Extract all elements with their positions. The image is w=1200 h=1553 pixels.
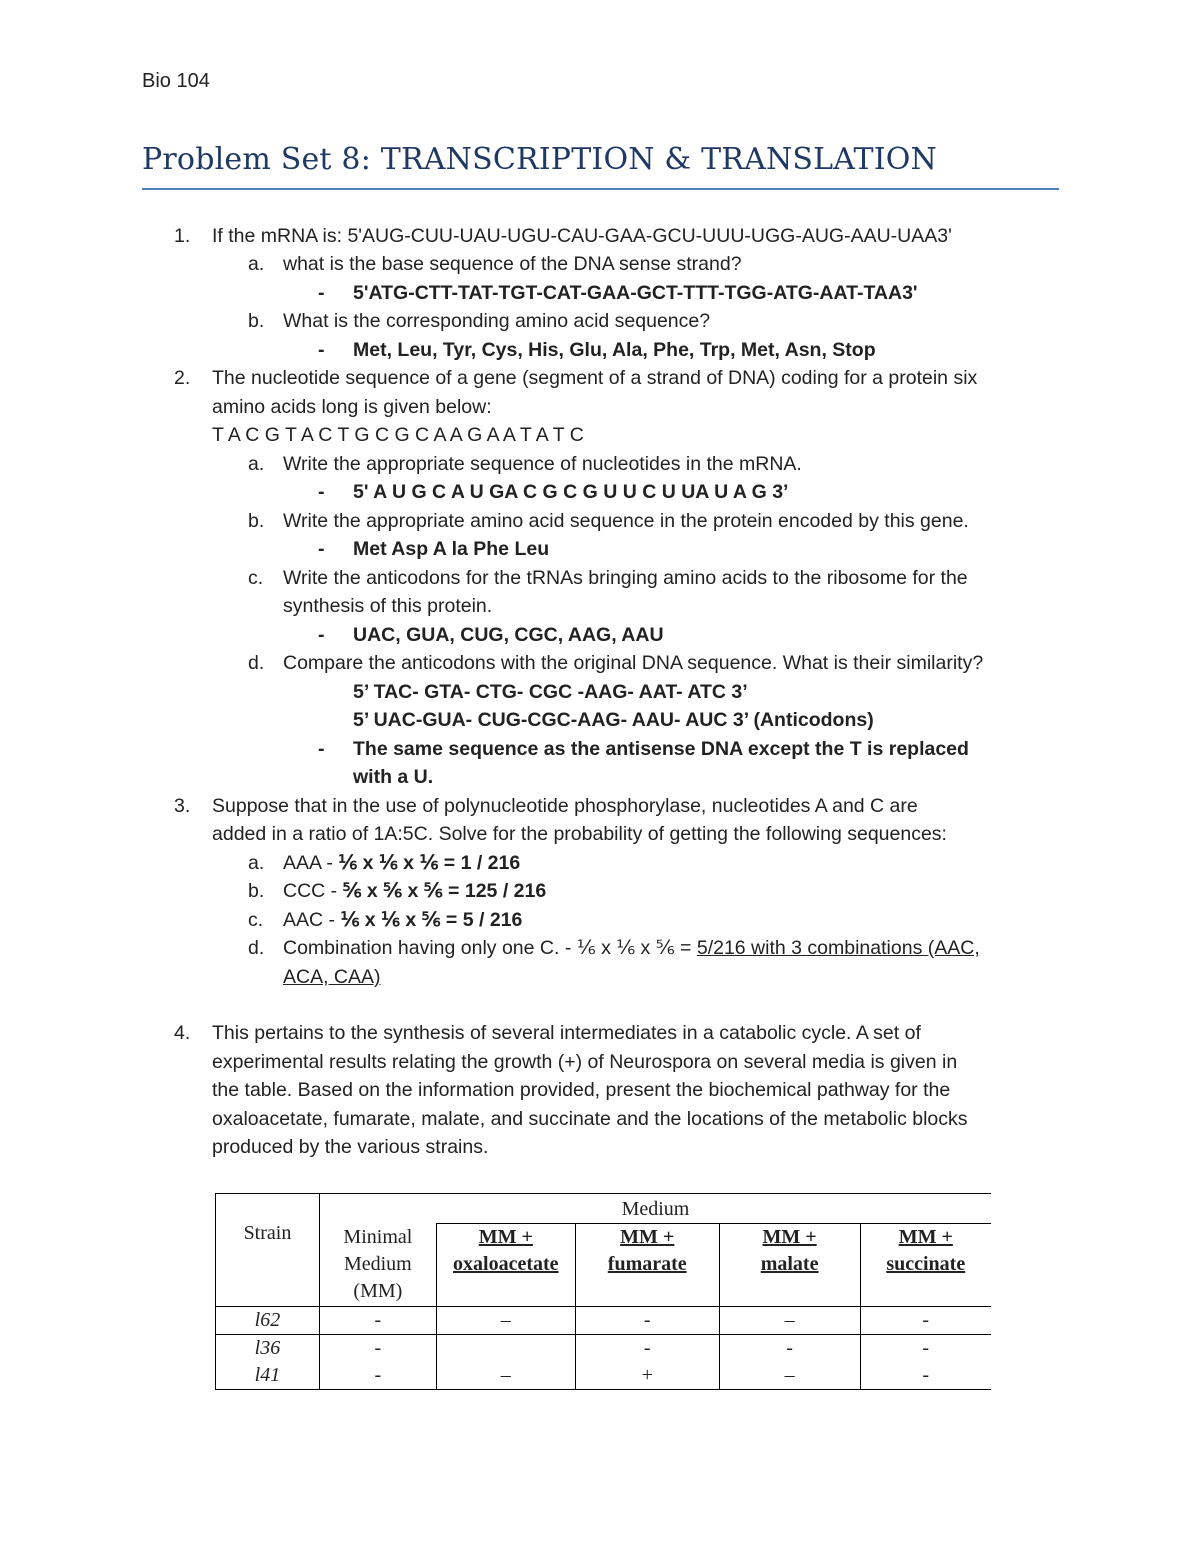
q3-text-line2: added in a ratio of 1A:5C. Solve for the probability of getting the following sequences: <box>212 823 947 845</box>
q2-c-text-line2: synthesis of this protein. <box>283 595 493 617</box>
growth-cell: + <box>575 1362 719 1390</box>
strain-id: l62 <box>216 1306 320 1334</box>
q2-b-letter: b. <box>248 510 265 532</box>
growth-cell: - <box>860 1362 991 1390</box>
q2-dna-sequence: T A C G T A C T G C G C A A G A A T A T C <box>212 424 584 446</box>
q4-number: 4. <box>174 1022 191 1044</box>
q3-a-prefix: AAA - <box>283 852 339 874</box>
table-row <box>216 1306 992 1334</box>
col-header-fumarate <box>575 1224 719 1307</box>
q4-text-line: produced by the various strains. <box>212 1136 489 1158</box>
col-header-oxaloacetate <box>436 1224 575 1307</box>
medium-header: Medium <box>319 1194 991 1224</box>
q1-a-letter: a. <box>248 253 265 275</box>
q2-d-text: Compare the anticodons with the original DNA sequence. What is their similarity? <box>283 652 984 674</box>
q3-b-line <box>283 879 546 903</box>
q3-b-letter: b. <box>248 880 265 902</box>
q1-text: If the mRNA is: 5'AUG-CUU-UAU-UGU-CAU-GAA-GCU-UUU-UGG-AUG-AAU-UAA3' <box>212 225 952 247</box>
q3-b-answer: ⅚ x ⅚ x ⅚ = 125 / 216 <box>342 880 547 902</box>
bullet-dash: - <box>318 538 325 560</box>
q3-number: 3. <box>174 795 191 817</box>
growth-cell: - <box>575 1306 719 1334</box>
q2-text-line1: The nucleotide sequence of a gene (segment of a strand of DNA) coding for a protein six <box>212 367 978 389</box>
course-header: Bio 104 <box>142 70 210 92</box>
q4-text-line: experimental results relating the growth (+) of Neurospora on several media is given in <box>212 1051 958 1073</box>
q2-d-answer-line2: with a U. <box>353 766 434 788</box>
col-header-line: succinate <box>886 1253 966 1275</box>
q2-b-text: Write the appropriate amino acid sequence in the protein encoded by this gene. <box>283 510 969 532</box>
q2-a-text: Write the appropriate sequence of nucleotides in the mRNA. <box>283 453 802 475</box>
growth-cell: – <box>719 1306 860 1334</box>
q3-c-letter: c. <box>248 909 264 931</box>
col-header-malate <box>719 1224 860 1307</box>
q3-d-answer-line2: ACA, CAA) <box>283 966 381 988</box>
col-header-line: MM + <box>478 1226 533 1248</box>
q3-d-letter: d. <box>248 937 265 959</box>
q3-a-line <box>283 851 520 875</box>
q3-a-answer: ⅙ x ⅙ x ⅙ = 1 / 216 <box>338 852 521 874</box>
col-header-line: MM + <box>898 1226 953 1248</box>
table-row <box>216 1362 992 1390</box>
strain-header: Strain <box>216 1194 320 1307</box>
q1-a-text: what is the base sequence of the DNA sense strand? <box>283 253 742 275</box>
col-header-line: (MM) <box>353 1279 403 1302</box>
q3-c-line <box>283 908 522 932</box>
growth-cell: - <box>319 1362 436 1390</box>
q2-c-text-line1: Write the anticodons for the tRNAs bringing amino acids to the ribosome for the <box>283 567 968 589</box>
q1-a-answer: 5'ATG-CTT-TAT-TGT-CAT-GAA-GCT-TTT-TGG-ATG-AAT-TAA3' <box>353 282 918 304</box>
q3-c-prefix: AAC - <box>283 909 341 931</box>
q3-a-letter: a. <box>248 852 265 874</box>
q2-number: 2. <box>174 367 191 389</box>
page-title: Problem Set 8: TRANSCRIPTION & TRANSLATION <box>142 142 937 177</box>
col-header-line: oxaloacetate <box>453 1253 559 1275</box>
col-header-line: MM + <box>762 1226 817 1248</box>
bullet-dash: - <box>318 339 325 361</box>
growth-cell: – <box>719 1362 860 1390</box>
q1-b-answer: Met, Leu, Tyr, Cys, His, Glu, Ala, Phe, Trp, Met, Asn, Stop <box>353 339 876 361</box>
q2-c-answer: UAC, GUA, CUG, CGC, AAG, AAU <box>353 624 664 646</box>
q4-text-line: oxaloacetate, fumarate, malate, and succinate and the locations of the metabolic blocks <box>212 1108 968 1130</box>
bullet-dash: - <box>318 624 325 646</box>
q2-d-letter: d. <box>248 652 265 674</box>
col-header-line: fumarate <box>607 1253 687 1275</box>
q1-number: 1. <box>174 225 191 247</box>
q2-d-anticodon-line: 5’ UAC-GUA- CUG-CGC-AAG- AAU- AUC 3’ (Anticodons) <box>353 709 874 731</box>
bullet-dash: - <box>318 481 325 503</box>
q2-d-answer-line1: The same sequence as the antisense DNA except the T is replaced <box>353 738 969 760</box>
col-header-line: Medium <box>343 1252 412 1275</box>
q4-text-line: This pertains to the synthesis of several intermediates in a catabolic cycle. A set of <box>212 1022 921 1044</box>
growth-cell: - <box>319 1306 436 1334</box>
q2-d-dna-line: 5’ TAC- GTA- CTG- CGC -AAG- AAT- ATC 3’ <box>353 681 748 703</box>
q3-d-line <box>283 936 980 960</box>
bullet-dash: - <box>318 282 325 304</box>
table-row <box>216 1334 992 1362</box>
q3-text-line1: Suppose that in the use of polynucleotide phosphorylase, nucleotides A and C are <box>212 795 918 817</box>
strain-id: l36 <box>216 1334 320 1362</box>
q4-text-line: the table. Based on the information provided, present the biochemical pathway for the <box>212 1079 951 1101</box>
q1-b-text: What is the corresponding amino acid sequence? <box>283 310 711 332</box>
growth-cell: - <box>319 1334 436 1362</box>
q2-b-answer: Met Asp A la Phe Leu <box>353 538 550 560</box>
col-header-succinate <box>860 1224 991 1307</box>
growth-cell: – <box>436 1362 575 1390</box>
growth-cell <box>436 1334 575 1362</box>
growth-cell: - <box>860 1306 991 1334</box>
q2-a-letter: a. <box>248 453 265 475</box>
growth-cell: – <box>436 1306 575 1334</box>
growth-cell: - <box>860 1334 991 1362</box>
growth-cell: - <box>719 1334 860 1362</box>
q3-b-prefix: CCC - <box>283 880 343 902</box>
col-header-line: MM + <box>620 1226 675 1248</box>
title-rule <box>142 188 1059 190</box>
q3-d-answer: 5/216 with 3 combinations (AAC, <box>696 937 980 959</box>
col-header-line: malate <box>760 1253 819 1275</box>
q2-c-letter: c. <box>248 567 264 589</box>
q3-c-answer: ⅙ x ⅙ x ⅚ = 5 / 216 <box>340 909 523 931</box>
col-header-minimal-medium <box>319 1224 436 1307</box>
q3-d-prefix: Combination having only one C. - ⅙ x ⅙ x ⅚ = <box>283 937 697 959</box>
q1-b-letter: b. <box>248 310 265 332</box>
col-header-line: Minimal <box>343 1225 413 1248</box>
q2-text-line2: amino acids long is given below: <box>212 396 492 418</box>
strain-id: l41 <box>216 1362 320 1390</box>
bullet-dash: - <box>318 738 325 760</box>
q2-a-answer: 5' A U G C A U GA C G C G U U C U UA U A G 3’ <box>353 481 789 503</box>
growth-cell: - <box>575 1334 719 1362</box>
neurospora-growth-table <box>215 1193 991 1390</box>
